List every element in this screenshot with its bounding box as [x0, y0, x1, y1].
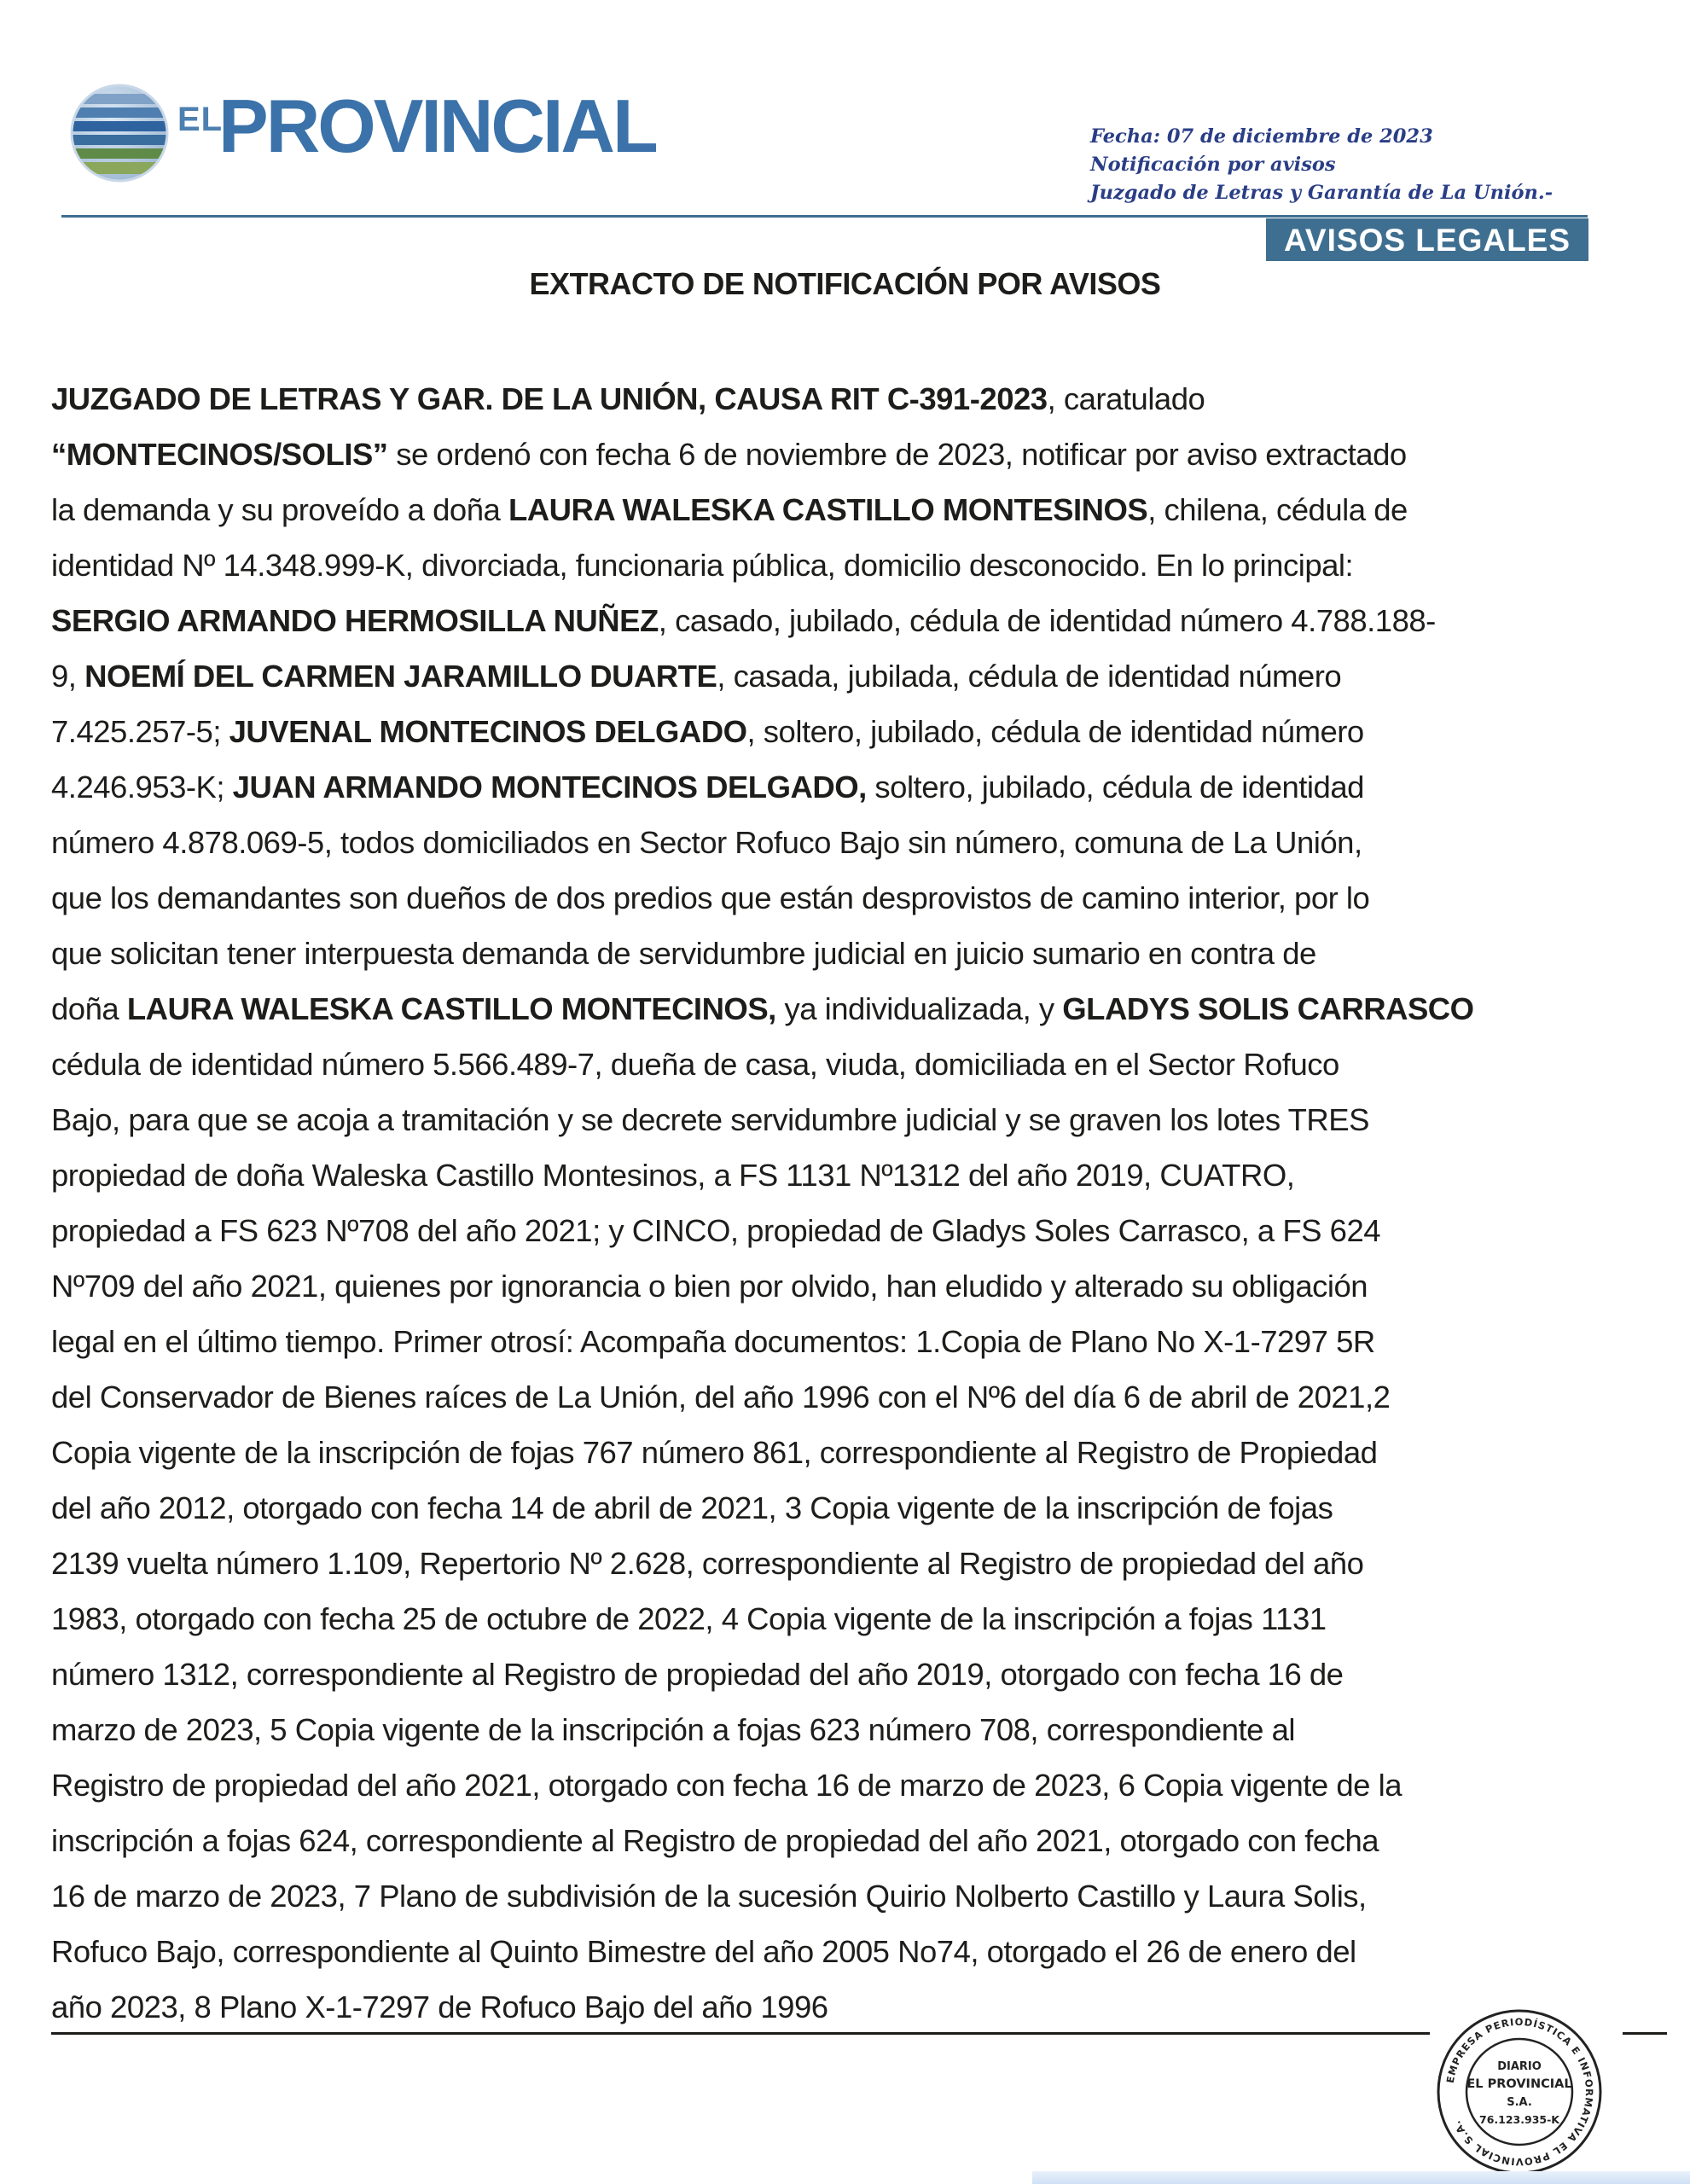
text-run: Registro de propiedad del año 2021, otorgado con fecha 16 de marzo de 2023, 6 Copia vigente de la: [51, 1768, 1403, 1803]
body-line: [51, 1369, 1612, 1425]
bold-run: SERGIO ARMANDO HERMOSILLA NUÑEZ: [51, 603, 659, 638]
stamp-line-2: EL PROVINCIAL: [1466, 2077, 1572, 2091]
text-run: identidad Nº 14.348.999-K, divorciada, funcionaria pública, domicilio desconocido. En lo principal:: [51, 548, 1354, 583]
text-run: , caratulado: [1047, 381, 1205, 416]
text-run: que los demandantes son dueños de dos predios que están desprovistos de camino interior, por lo: [51, 880, 1370, 915]
body-line: [51, 371, 1612, 427]
text-run: , casada, jubilada, cédula de identidad número: [717, 659, 1342, 694]
bold-run: NOEMÍ DEL CARMEN JARAMILLO DUARTE: [84, 659, 717, 694]
body-line: [51, 981, 1612, 1037]
bold-run: JUZGADO DE LETRAS Y GAR. DE LA UNIÓN, CAUSA RIT C-391-2023: [51, 381, 1048, 416]
notice-type: Notificación por avisos: [1090, 154, 1336, 176]
text-run: inscripción a fojas 624, correspondiente al Registro de propiedad del año 2021, otorgado con fecha: [51, 1823, 1379, 1858]
body-line: [51, 926, 1612, 981]
body-line: [51, 759, 1612, 815]
notice-court: Juzgado de Letras y Garantía de La Unión.-: [1090, 182, 1554, 204]
header-divider: [61, 215, 1588, 218]
text-run: doña: [51, 991, 127, 1026]
body-line: [51, 1647, 1612, 1702]
body-line: [51, 537, 1612, 593]
body-line: [51, 815, 1612, 870]
body-line: [51, 1979, 1612, 2035]
body-line: [51, 1092, 1612, 1147]
bold-run: LAURA WALESKA CASTILLO MONTESINOS: [508, 492, 1148, 527]
body-line: [51, 704, 1612, 759]
body-line: [51, 1813, 1612, 1868]
stamp-line-3: S.A.: [1507, 2096, 1532, 2109]
body-line: [51, 427, 1612, 482]
text-run: 16 de marzo de 2023, 7 Plano de subdivisión de la sucesión Quirio Nolberto Castillo y Laura Solis,: [51, 1879, 1367, 1914]
text-run: 7.425.257-5;: [51, 714, 229, 749]
notice-date: Fecha: 07 de diciembre de 2023: [1090, 125, 1433, 148]
text-run: cédula de identidad número 5.566.489-7, dueña de casa, viuda, domiciliada en el Sector Rofuco: [51, 1047, 1339, 1082]
body-line: [51, 1147, 1612, 1203]
bold-run: GLADYS SOLIS CARRASCO: [1062, 991, 1474, 1026]
text-run: propiedad de doña Waleska Castillo Montesinos, a FS 1131 Nº1312 del año 2019, CUATRO,: [51, 1158, 1295, 1193]
text-run: del Conservador de Bienes raíces de La Unión, del año 1996 con el Nº6 del día 6 de abril de 2021,2: [51, 1380, 1391, 1414]
text-run: Bajo, para que se acoja a tramitación y se decrete servidumbre judicial y se graven los lotes TRES: [51, 1102, 1369, 1137]
notice-metadata: [1090, 123, 1553, 207]
company-seal-icon: [1416, 2007, 1623, 2177]
text-run: ya individualizada, y: [775, 991, 1063, 1026]
text-run: 4.246.953-K;: [51, 770, 233, 804]
body-line: [51, 1037, 1612, 1092]
body-line: [51, 1536, 1612, 1591]
body-line: [51, 1425, 1612, 1480]
text-run: soltero, jubilado, cédula de identidad: [866, 770, 1364, 804]
text-run: 9,: [51, 659, 85, 694]
text-run: número 4.878.069-5, todos domiciliados en Sector Rofuco Bajo sin número, comuna de La Unión,: [51, 825, 1362, 860]
text-run: número 1312, correspondiente al Registro de propiedad del año 2019, otorgado con fecha 16 de: [51, 1657, 1344, 1692]
bold-run: JUAN ARMANDO MONTECINOS DELGADO,: [232, 770, 867, 804]
text-run: 1983, otorgado con fecha 25 de octubre de 2022, 4 Copia vigente de la inscripción a fojas 1131: [51, 1601, 1327, 1636]
body-line: [51, 482, 1612, 537]
text-run: Nº709 del año 2021, quienes por ignorancia o bien por olvido, han eludido y alterado su obligación: [51, 1269, 1368, 1304]
logo-prefix: EL: [177, 101, 224, 138]
text-run: , casado, jubilado, cédula de identidad número 4.788.188-: [658, 603, 1436, 638]
body-line: [51, 1203, 1612, 1258]
logo-wordmark: PROVINCIAL: [218, 84, 656, 168]
footer-gradient-block: [1032, 2171, 1690, 2184]
stamp-line-4: 76.123.935-K: [1479, 2113, 1559, 2126]
text-run: se ordenó con fecha 6 de noviembre de 2023, notificar por aviso extractado: [387, 437, 1407, 472]
body-line: [51, 593, 1612, 648]
body-line: [51, 870, 1612, 926]
text-run: legal en el último tiempo. Primer otrosí: Acompaña documentos: 1.Copia de Plano No X-1-7297 5R: [51, 1324, 1375, 1359]
text-run: , soltero, jubilado, cédula de identidad número: [746, 714, 1364, 749]
bold-run: “MONTECINOS/SOLIS”: [51, 437, 388, 472]
body-line: [51, 1924, 1612, 1979]
bold-run: JUVENAL MONTECINOS DELGADO: [229, 714, 747, 749]
text-run: la demanda y su proveído a doña: [51, 492, 508, 527]
text-run: , chilena, cédula de: [1147, 492, 1408, 527]
body-line: [51, 1702, 1612, 1757]
text-run: Copia vigente de la inscripción de fojas 767 número 861, correspondiente al Registro de Propiedad: [51, 1435, 1378, 1470]
text-run: marzo de 2023, 5 Copia vigente de la inscripción a fojas 623 número 708, correspondiente al: [51, 1712, 1296, 1747]
text-run: año 2023, 8 Plano X-1-7297 de Rofuco Bajo del año 1996: [51, 1989, 828, 2024]
body-line: [51, 1258, 1612, 1314]
body-line: [51, 648, 1612, 704]
footer-divider: [51, 2032, 1430, 2035]
footer-divider-right: [1623, 2032, 1667, 2035]
text-run: que solicitan tener interpuesta demanda de servidumbre judicial en juicio sumario en contra de: [51, 936, 1316, 971]
text-run: 2139 vuelta número 1.109, Repertorio Nº 2.628, correspondiente al Registro de propiedad del año: [51, 1546, 1364, 1581]
body-line: [51, 1480, 1612, 1536]
body-line: [51, 1757, 1612, 1813]
notice-body: [51, 371, 1612, 2035]
globe-logo-icon: [68, 82, 171, 184]
text-run: del año 2012, otorgado con fecha 14 de abril de 2021, 3 Copia vigente de la inscripción de fojas: [51, 1490, 1333, 1525]
body-line: [51, 1314, 1612, 1369]
body-line: [51, 1591, 1612, 1647]
stamp-ring-text: EMPRESA PERIODÍSTICA E INFORMATIVA EL PROVINCIAL S.A.: [1443, 2015, 1596, 2169]
newspaper-logo: [68, 82, 656, 184]
text-run: propiedad a FS 623 Nº708 del año 2021; y CINCO, propiedad de Gladys Soles Carrasco, a FS 624: [51, 1213, 1381, 1248]
body-line: [51, 1868, 1612, 1924]
stamp-line-1: DIARIO: [1497, 2060, 1542, 2073]
document-title: EXTRACTO DE NOTIFICACIÓN POR AVISOS: [529, 266, 1161, 301]
bold-run: LAURA WALESKA CASTILLO MONTECINOS,: [126, 991, 776, 1026]
section-tab-avisos-legales: AVISOS LEGALES: [1266, 218, 1588, 261]
text-run: Rofuco Bajo, correspondiente al Quinto Bimestre del año 2005 No74, otorgado el 26 de enero del: [51, 1934, 1356, 1969]
